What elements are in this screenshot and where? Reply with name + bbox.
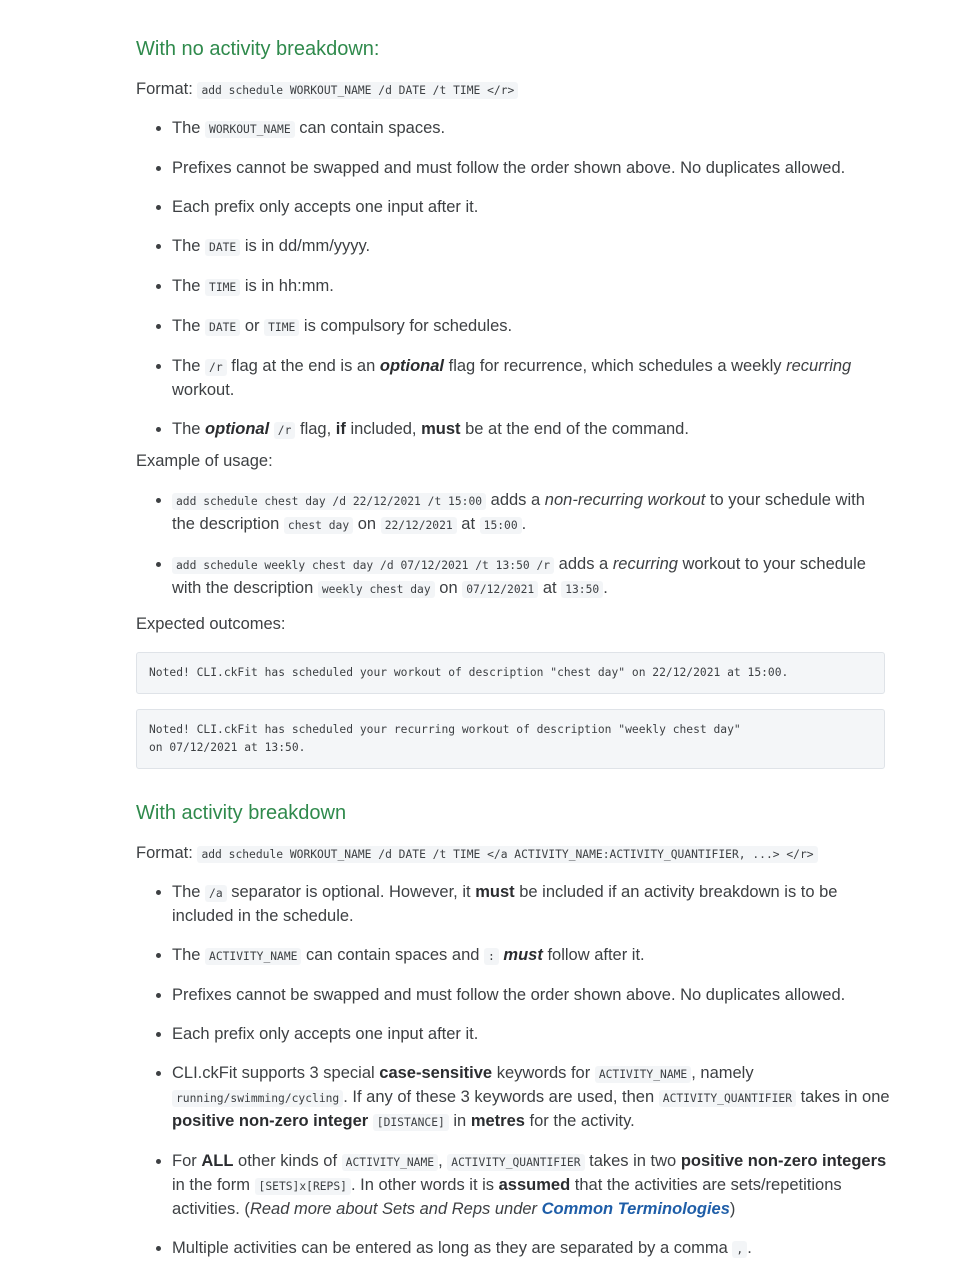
list-item: • The WORKOUT_NAME can contain spaces. [172, 117, 892, 141]
list-item: • The DATE is in dd/mm/yyyy. [172, 235, 892, 259]
list-item: • The optional /r flag, if included, must be at the end of the command. [172, 418, 892, 442]
outcome-block-2: Noted! CLI.ckFit has scheduled your recurring workout of description "weekly chest day" on 07/12/2021 at 13:50. [136, 709, 885, 769]
list-item: • Each prefix only accepts one input after it. [172, 1023, 892, 1046]
activity-rules-list [136, 881, 892, 1261]
format-line: Format: add schedule WORKOUT_NAME /d DATE /t TIME </r> [136, 78, 518, 102]
example-label: Example of usage: [136, 452, 273, 470]
list-item: • The TIME is in hh:mm. [172, 275, 892, 299]
list-item: • The ACTIVITY_NAME can contain spaces and : must follow after it. [172, 944, 892, 968]
list-item: • Prefixes cannot be swapped and must follow the order shown above. No duplicates allowed. [172, 984, 892, 1007]
common-terminologies-link[interactable]: Common Terminologies [541, 1200, 730, 1218]
list-item: • Prefixes cannot be swapped and must follow the order shown above. No duplicates allowed. [172, 157, 892, 180]
list-item: • add schedule chest day /d 22/12/2021 /t 15:00 adds a non-recurring workout to your schedule with the description chest day on 22/12/2021 at 15:00 . [172, 489, 892, 537]
list-item: • The DATE or TIME is compulsory for schedules. [172, 315, 892, 339]
list-item: • For ALL other kinds of ACTIVITY_NAME , ACTIVITY_QUANTIFIER takes in two positive non-zero integers in the form [SETS]x[REPS] . In other words it is assumed that the activities are sets/repetitions activities. (Read more about Sets and Reps under Common Terminologies) [172, 1150, 892, 1221]
list-item: • Each prefix only accepts one input after it. [172, 196, 892, 219]
list-item: • CLI.ckFit supports 3 special case-sensitive keywords for ACTIVITY_NAME , namely running/swimming/cycling . If any of these 3 keywords are used, then ACTIVITY_QUANTIFIER takes in one positive non-zero integer [DISTANCE] in metres for the activity. [172, 1062, 892, 1134]
list-item: • add schedule weekly chest day /d 07/12/2021 /t 13:50 /r adds a recurring workout to your schedule with the description weekly chest day on 07/12/2021 at 13:50 . [172, 553, 892, 601]
format-line: Format: add schedule WORKOUT_NAME /d DATE /t TIME </a ACTIVITY_NAME:ACTIVITY_QUANTIFIER, ...> </r> [136, 842, 818, 866]
rules-list [136, 117, 892, 442]
outcomes-label: Expected outcomes: [136, 615, 286, 633]
list-item: • Multiple activities can be entered as long as they are separated by a comma , . [172, 1237, 892, 1261]
list-item: • The /r flag at the end is an optional flag for recurrence, which schedules a weekly recurring workout. [172, 355, 892, 402]
format-code: add schedule WORKOUT_NAME /d DATE /t TIME </r> [197, 82, 518, 99]
format-code: add schedule WORKOUT_NAME /d DATE /t TIME </a ACTIVITY_NAME:ACTIVITY_QUANTIFIER, ...> </r> [197, 846, 817, 863]
section-heading-no-activity: With no activity breakdown: [136, 38, 380, 60]
outcome-block-1: Noted! CLI.ckFit has scheduled your workout of description "chest day" on 22/12/2021 at 15:00. [136, 652, 885, 694]
examples-list [136, 489, 892, 601]
section-heading-activity: With activity breakdown [136, 802, 347, 824]
list-item: • The /a separator is optional. However, it must be included if an activity breakdown is to be included in the schedule. [172, 881, 892, 928]
